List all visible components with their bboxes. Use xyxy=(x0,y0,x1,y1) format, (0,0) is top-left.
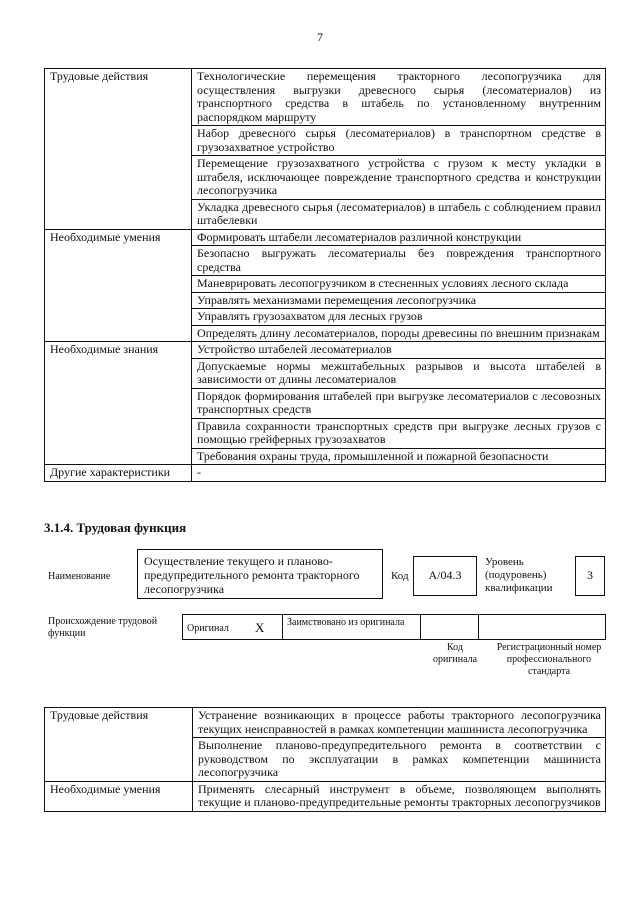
table-cell-item: Укладка древесного сырья (лесоматериалов) в штабель с соблюдением правил штабелевки xyxy=(192,199,606,229)
registration-number-caption: Регистрационный номер профессионального стандарта xyxy=(496,642,602,677)
table-row xyxy=(45,342,606,359)
code-original-cell xyxy=(421,615,479,639)
table-cell-item: Применять слесарный инструмент в объеме, позволяющем выполнять текущие и планово-предупредительные ремонты тракторных лесопогрузчиков xyxy=(193,781,606,811)
qualification-level-label: Уровень (подуровень) квалификации xyxy=(485,556,553,594)
table-cell-item: Управлять механизмами перемещения лесопогрузчика xyxy=(192,292,606,309)
table-cell-item: Выполнение планово-предупредительного ремонта в соответствии с руководством по эксплуатации в рамках компетенции машиниста лесопогрузчика xyxy=(193,738,606,782)
table-cell-item: Определять длину лесоматериалов, породы древесины по внешним признакам xyxy=(192,325,606,342)
table-cell-item: Устранение возникающих в процессе работы тракторного лесопогрузчика текущих неисправностей в рамках компетенции машиниста лесопогрузчика xyxy=(193,708,606,738)
code-label: Код xyxy=(391,570,409,582)
labor-function-table-a01 xyxy=(44,68,606,482)
code-original-caption: Код оригинала xyxy=(432,642,478,665)
row-category-label: Необходимые знания xyxy=(45,342,192,465)
table-row xyxy=(45,708,606,738)
table-cell-item: Требования охраны труда, промышленной и пожарной безопасности xyxy=(192,448,606,465)
row-category-label: Необходимые умения xyxy=(45,781,193,811)
function-code-box: А/04.3 xyxy=(413,556,477,596)
row-category-label: Необходимые умения xyxy=(45,229,192,342)
qualification-level-box: 3 xyxy=(575,556,605,596)
table-cell-item: Технологические перемещения тракторного лесопогрузчика для осуществления выгрузки древесного сырья (лесоматериалов) из транспортного средства в штабель по установленному внутренним распорядком маршруту xyxy=(192,69,606,126)
table-cell-item: Маневрировать лесопогрузчиком в стесненных условиях лесного склада xyxy=(192,276,606,293)
borrowed-cell xyxy=(283,615,421,639)
row-category-label: Трудовые действия xyxy=(45,708,193,782)
table-cell-item: Набор древесного сырья (лесоматериалов) в транспортном средстве в грузозахватное устройство xyxy=(192,126,606,156)
table-row xyxy=(45,229,606,246)
table-cell-item: Устройство штабелей лесоматериалов xyxy=(192,342,606,359)
name-label: Наименование xyxy=(48,571,111,582)
row-category-label: Трудовые действия xyxy=(45,69,192,230)
original-cell xyxy=(183,615,283,639)
table-row xyxy=(45,69,606,126)
table-cell-item: Перемещение грузозахватного устройства с грузом к месту укладки в штабеля, исключающее повреждение транспортного средства и конструкции лесопогрузчика xyxy=(192,156,606,200)
table-cell-item: - xyxy=(192,465,606,482)
origin-label: Происхождение трудовой функции xyxy=(48,616,158,639)
table-cell-item: Управлять грузозахватом для лесных грузов xyxy=(192,309,606,326)
table-cell-item: Правила сохранности транспортных средств при выгрузке лесных грузов с помощью грейферных грузозахватов xyxy=(192,418,606,448)
table-cell-item: Допускаемые нормы межштабельных разрывов и высота штабелей в зависимости от длины лесоматериалов xyxy=(192,358,606,388)
page-number: 7 xyxy=(317,30,323,44)
table-row xyxy=(45,781,606,811)
borrowed-text: Заимствовано из оригинала xyxy=(287,617,405,628)
original-text: Оригинал xyxy=(187,623,229,634)
row-category-label: Другие характеристики xyxy=(45,465,192,482)
table-cell-item: Порядок формирования штабелей при выгрузке лесоматериалов с лесовозных транспортных средств xyxy=(192,388,606,418)
origin-row xyxy=(182,614,606,640)
section-heading: 3.1.4. Трудовая функция xyxy=(44,520,187,535)
table-cell-item: Безопасно выгружать лесоматериалы без повреждения транспортного средства xyxy=(192,246,606,276)
original-mark: X xyxy=(255,620,265,635)
table-cell-item: Формировать штабели лесоматериалов различной конструкции xyxy=(192,229,606,246)
function-name-box: Осуществление текущего и планово-предупредительного ремонта тракторного лесопогрузчика xyxy=(137,549,383,599)
labor-function-table-a04 xyxy=(44,707,606,812)
table-row xyxy=(45,465,606,482)
